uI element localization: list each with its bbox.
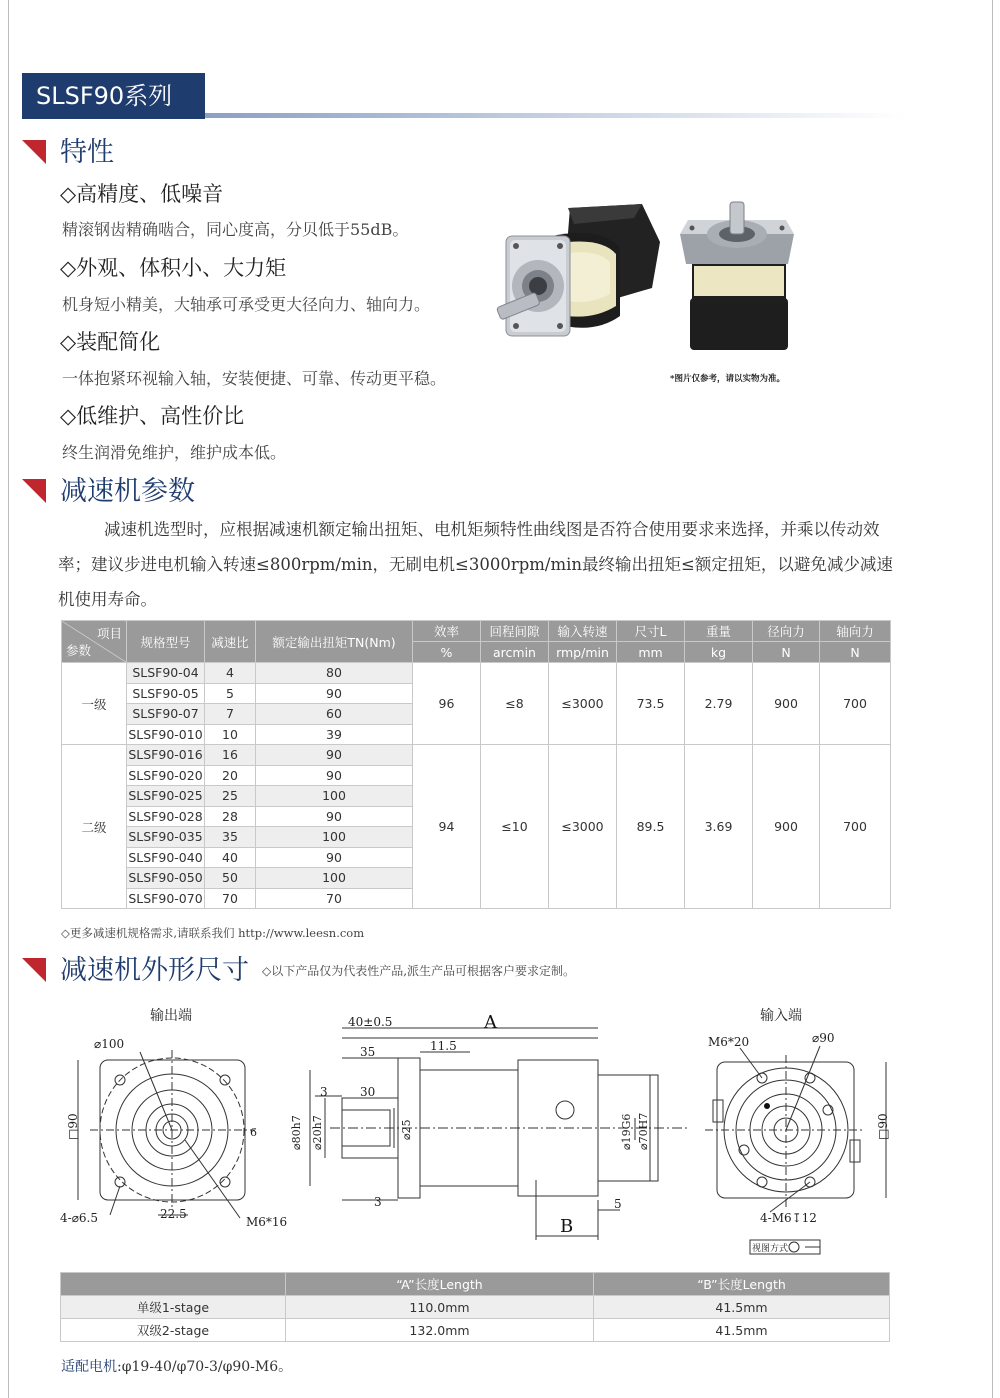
len-col-a: “A”长度Length — [286, 1273, 594, 1296]
stage-name: 一级 — [62, 663, 127, 745]
dim-d90: ⌀90 — [812, 1031, 835, 1045]
model-cell: SLSF90-04 — [127, 663, 205, 684]
ratio-cell: 40 — [205, 847, 256, 868]
ratio-cell: 5 — [205, 683, 256, 704]
dim-m6x12: 4-M6↧12 — [760, 1211, 817, 1225]
section-marker-icon — [22, 479, 46, 503]
dim-m6x20: M6*20 — [708, 1035, 750, 1049]
table-row — [62, 663, 891, 684]
dim-d3b: 3 — [374, 1195, 382, 1209]
stage-name: 二级 — [62, 745, 127, 909]
torque-cell: 39 — [256, 724, 413, 745]
corner-bottom-label: 参数 — [66, 643, 92, 658]
torque-cell: 90 — [256, 683, 413, 704]
feature-heading: ◇高精度、低噪音 — [60, 182, 224, 206]
torque-cell: 90 — [256, 745, 413, 766]
backlash-cell: ≤10 — [481, 745, 549, 909]
col-header-eff: 效率 — [413, 621, 481, 642]
length-table — [60, 1272, 890, 1342]
dim-d40: 40±0.5 — [348, 1015, 393, 1029]
product-photo-front — [676, 198, 798, 354]
speed-cell: ≤3000 — [549, 745, 617, 909]
dim-d35: 35 — [360, 1045, 376, 1059]
col-header-size: 尺寸L — [617, 621, 685, 642]
radial-cell: 900 — [753, 745, 820, 909]
feature-heading: ◇装配简化 — [60, 330, 161, 354]
len-col-blank — [61, 1273, 286, 1296]
size-cell: 73.5 — [617, 663, 685, 745]
len-b: 41.5mm — [594, 1296, 890, 1319]
torque-cell: 90 — [256, 765, 413, 786]
series-title: SLSF90系列 — [22, 73, 205, 119]
ratio-cell: 16 — [205, 745, 256, 766]
dim-w225: 22.5 — [160, 1207, 187, 1221]
ratio-cell: 50 — [205, 868, 256, 889]
feature-desc: 终生润滑免维护，维护成本低。 — [62, 443, 287, 462]
series-title-bar — [205, 113, 905, 118]
model-cell: SLSF90-028 — [127, 806, 205, 827]
dim-phi19: ⌀19G6 — [620, 1113, 633, 1150]
model-cell: SLSF90-025 — [127, 786, 205, 807]
dim-six: 6 — [250, 1126, 257, 1139]
product-photo-side — [492, 196, 664, 368]
ratio-cell: 35 — [205, 827, 256, 848]
model-cell: SLSF90-07 — [127, 704, 205, 725]
output-end-label: 输出端 — [150, 1008, 192, 1024]
dim-phi80: ⌀80h7 — [290, 1115, 303, 1150]
dim-m6x16: M6*16 — [246, 1215, 288, 1229]
col-header-speed: 输入转速 — [549, 621, 617, 642]
unit-size: mm — [617, 642, 685, 663]
len-a: 110.0mm — [286, 1296, 594, 1319]
dim-d115: 11.5 — [430, 1039, 457, 1053]
len-stage: 单级1-stage — [61, 1296, 286, 1319]
axial-cell: 700 — [820, 745, 891, 909]
section-marker-icon — [22, 140, 46, 164]
unit-speed: rmp/min — [549, 642, 617, 663]
params-title: 减速机参数 — [60, 476, 195, 507]
input-end-label: 输入端 — [760, 1008, 802, 1024]
feature-desc: 一体抱紧环视输入轴，安装便捷、可靠、传动更平稳。 — [62, 369, 447, 388]
unit-eff: % — [413, 642, 481, 663]
photo-note: *图片仅参考，请以实物为准。 — [670, 374, 785, 384]
col-header-weight: 重量 — [685, 621, 753, 642]
torque-cell: 90 — [256, 847, 413, 868]
corner-top-label: 项目 — [96, 626, 122, 641]
dim-sq90-left: □90 — [66, 1113, 80, 1140]
feature-desc: 机身短小精美，大轴承可承受更大径向力、轴向力。 — [62, 295, 431, 314]
adapted-motor — [61, 1356, 292, 1376]
col-header-model: 规格型号 — [127, 621, 205, 663]
features-title: 特性 — [60, 137, 114, 168]
col-header-ratio: 减速比 — [205, 621, 256, 663]
size-cell: 89.5 — [617, 745, 685, 909]
dim-d100: ⌀100 — [94, 1037, 125, 1051]
page-border-left — [8, 0, 9, 1398]
model-cell: SLSF90-040 — [127, 847, 205, 868]
dim-sq90-right: □90 — [876, 1113, 890, 1140]
torque-cell: 90 — [256, 806, 413, 827]
len-col-b: “B”长度Length — [594, 1273, 890, 1296]
torque-cell: 60 — [256, 704, 413, 725]
dim-phi20: ⌀20h7 — [311, 1115, 324, 1150]
feature-heading: ◇低维护、高性价比 — [60, 404, 245, 428]
adapted-motor-value: φ19-40/φ70-3/φ90-M6。 — [121, 1359, 293, 1375]
len-a: 132.0mm — [286, 1319, 594, 1342]
params-paragraph: 减速机选型时，应根据减速机额定输出扭矩、电机矩频特性曲线图是否符合使用要求来选择，并乘以传动效率；建议步进电机输入转速≤800rpm/min，无刷电机≤3000rpm/min最终输出扭矩≤额定扭矩，以避免减少减速机使用寿命。 — [58, 520, 893, 609]
ratio-cell: 28 — [205, 806, 256, 827]
params-table — [61, 620, 891, 909]
dim-d5: 5 — [614, 1197, 622, 1211]
adapted-motor-label: 适配电机: — [61, 1359, 122, 1375]
dimension-drawing — [50, 1000, 900, 1262]
dim-d30: 30 — [360, 1085, 376, 1099]
model-cell: SLSF90-050 — [127, 868, 205, 889]
unit-backlash: arcmin — [481, 642, 549, 663]
model-cell: SLSF90-016 — [127, 745, 205, 766]
dimensions-note: ◇以下产品仅为代表性产品,派生产品可根据客户要求定制。 — [262, 964, 576, 978]
torque-cell: 100 — [256, 827, 413, 848]
page-border-right — [992, 0, 993, 1398]
weight-cell: 2.79 — [685, 663, 753, 745]
model-cell: SLSF90-05 — [127, 683, 205, 704]
ratio-cell: 7 — [205, 704, 256, 725]
axial-cell: 700 — [820, 663, 891, 745]
torque-cell: 80 — [256, 663, 413, 684]
ratio-cell: 70 — [205, 888, 256, 909]
dim-d3a: 3 — [320, 1085, 328, 1099]
model-cell: SLSF90-035 — [127, 827, 205, 848]
col-header-axial: 轴向力 — [820, 621, 891, 642]
table-corner-header — [62, 621, 127, 663]
table-row — [61, 1319, 890, 1342]
view-method-label: 视图方式 — [752, 1244, 789, 1254]
col-header-radial: 径向力 — [753, 621, 820, 642]
weight-cell: 3.69 — [685, 745, 753, 909]
unit-axial: N — [820, 642, 891, 663]
backlash-cell: ≤8 — [481, 663, 549, 745]
table-row — [61, 1296, 890, 1319]
unit-weight: kg — [685, 642, 753, 663]
table-row — [62, 745, 891, 766]
radial-cell: 900 — [753, 663, 820, 745]
ratio-cell: 4 — [205, 663, 256, 684]
dim-phi70: ⌀70H7 — [637, 1112, 650, 1150]
dim-B: B — [560, 1216, 574, 1237]
model-cell: SLSF90-010 — [127, 724, 205, 745]
feature-heading: ◇外观、体积小、大力矩 — [60, 256, 287, 280]
more-spec-note: ◇更多减速机规格需求,请联系我们 http://www.leesn.com — [61, 926, 365, 940]
model-cell: SLSF90-020 — [127, 765, 205, 786]
col-header-backlash: 回程间隙 — [481, 621, 549, 642]
eff-cell: 96 — [413, 663, 481, 745]
feature-desc: 精滚钢齿精确啮合，同心度高，分贝低于55dB。 — [62, 220, 409, 239]
speed-cell: ≤3000 — [549, 663, 617, 745]
col-header-torque: 额定输出扭矩TN(Nm) — [256, 621, 413, 663]
unit-radial: N — [753, 642, 820, 663]
torque-cell: 100 — [256, 786, 413, 807]
torque-cell: 100 — [256, 868, 413, 889]
dim-hole65: 4-⌀6.5 — [60, 1211, 98, 1225]
ratio-cell: 10 — [205, 724, 256, 745]
model-cell: SLSF90-070 — [127, 888, 205, 909]
dim-phi25: ⌀25 — [400, 1119, 413, 1140]
dim-A: A — [484, 1012, 497, 1033]
len-b: 41.5mm — [594, 1319, 890, 1342]
torque-cell: 70 — [256, 888, 413, 909]
len-stage: 双级2-stage — [61, 1319, 286, 1342]
dimensions-title: 减速机外形尺寸 — [60, 955, 249, 986]
ratio-cell: 20 — [205, 765, 256, 786]
section-marker-icon — [22, 958, 46, 982]
ratio-cell: 25 — [205, 786, 256, 807]
eff-cell: 94 — [413, 745, 481, 909]
